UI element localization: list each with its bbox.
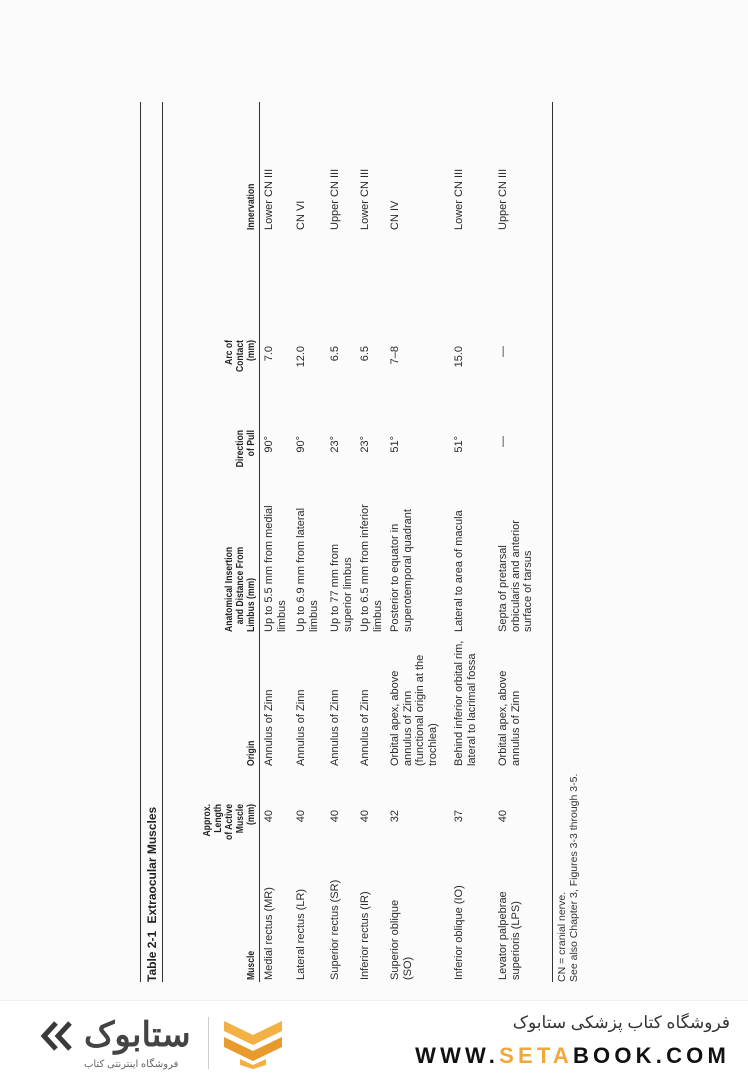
cell-innervation: Lower CN III: [263, 168, 275, 230]
cell-insertion: Up to 77 mm from superior limbus: [329, 543, 354, 632]
extraocular-muscles-table: [140, 102, 580, 982]
cell-origin: Annulus of Zinn: [329, 689, 341, 766]
cell-innervation: Upper CN III: [497, 168, 509, 230]
cell-arc: 7–8: [389, 346, 401, 365]
cell-muscle: Superior oblique (SO): [389, 899, 414, 980]
footnote: CN = cranial nerve.: [556, 891, 568, 982]
table-header: [162, 102, 260, 982]
cell-innervation: CN IV: [389, 200, 401, 230]
cell-insertion: Septa of pretarsal orbicularis and anterior surface of tarsus: [497, 520, 534, 632]
table-footnotes: [556, 102, 580, 982]
header-origin: Origin: [245, 740, 257, 766]
cell-insertion: Posterior to equator in superotemporal quadrant: [389, 509, 414, 632]
logo-brand-text: ستابوک: [84, 1016, 191, 1054]
table-title: Extraocular Muscles: [145, 806, 159, 924]
header-arc: Arc of Contact (mm): [223, 340, 257, 373]
cell-length: 40: [497, 810, 509, 823]
cell-direction: 90°: [263, 436, 275, 453]
watermark-banner: [0, 1000, 748, 1081]
cell-arc: 6.5: [359, 346, 371, 362]
cell-length: 40: [329, 810, 341, 823]
double-chevron-icon: [38, 1019, 82, 1053]
cell-length: 40: [295, 810, 307, 823]
header-muscle: Muscle: [245, 950, 257, 980]
cell-innervation: CN VI: [295, 200, 307, 230]
cell-arc: 12.0: [295, 346, 307, 368]
store-url: WWW.SETABOOK.COM: [415, 1043, 730, 1068]
cell-direction: 90°: [295, 436, 307, 453]
cell-length: 40: [263, 810, 275, 823]
cell-origin: Orbital apex, above annulus of Zinn: [497, 670, 522, 766]
cell-direction: 23°: [329, 436, 341, 453]
cell-direction: 51°: [453, 436, 465, 453]
cell-insertion: Up to 6.9 mm from lateral limbus: [295, 507, 320, 632]
cell-muscle: Inferior rectus (IR): [359, 891, 371, 980]
cell-innervation: Lower CN III: [453, 168, 465, 230]
header-direction: Direction of Pull: [234, 430, 257, 468]
logo-divider: [208, 1017, 209, 1069]
cell-arc: 6.5: [329, 346, 341, 362]
cell-muscle: Inferior oblique (IO): [453, 885, 465, 980]
cell-origin: Orbital apex, above annulus of Zinn (functional origin at the trochlea): [389, 654, 439, 766]
header-insertion: Anatomical Insertion and Distance From Limbus (mm): [223, 546, 257, 632]
cell-muscle: Superior rectus (SR): [329, 879, 341, 980]
header-innervation: Innervation: [245, 183, 257, 230]
cell-arc: —: [497, 346, 509, 357]
cell-arc: 15.0: [453, 346, 465, 368]
cell-length: 32: [389, 810, 401, 823]
store-name: فروشگاه کتاب پزشکی ستابوک: [512, 1013, 730, 1032]
cell-muscle: Medial rectus (MR): [263, 887, 275, 980]
header-length: Approx. Length of Active Muscle (mm): [201, 804, 257, 841]
cell-direction: —: [497, 436, 509, 447]
cell-length: 37: [453, 810, 465, 823]
cell-insertion: Up to 5.5 mm from medial limbus: [263, 505, 288, 632]
table-number: Table 2-1: [145, 930, 159, 982]
table-caption: [140, 102, 163, 982]
cell-innervation: Lower CN III: [359, 168, 371, 230]
cell-direction: 23°: [359, 436, 371, 453]
table-bottom-rule: [552, 102, 553, 982]
cell-innervation: Upper CN III: [329, 168, 341, 230]
cell-origin: Annulus of Zinn: [359, 689, 371, 766]
stacked-chevron-logo-icon: [220, 1015, 286, 1069]
cell-origin: Annulus of Zinn: [263, 689, 275, 766]
cell-origin: Behind inferior orbital rim, lateral to lacrimal fossa: [453, 640, 478, 766]
footnote: See also Chapter 3, Figures 3-3 through 3-5.: [568, 773, 580, 982]
cell-origin: Annulus of Zinn: [295, 689, 307, 766]
cell-length: 40: [359, 810, 371, 823]
cell-muscle: Lateral rectus (LR): [295, 888, 307, 980]
cell-muscle: Levator palpebrae superioris (LPS): [497, 891, 522, 980]
setabook-logo: [38, 1015, 208, 1073]
cell-insertion: Up to 6.5 mm from inferior limbus: [359, 504, 384, 632]
cell-insertion: Lateral to area of macula: [453, 510, 465, 632]
logo-tagline: فروشگاه اینترنتی کتاب: [84, 1059, 179, 1070]
cell-direction: 51°: [389, 436, 401, 453]
cell-arc: 7.0: [263, 346, 275, 362]
